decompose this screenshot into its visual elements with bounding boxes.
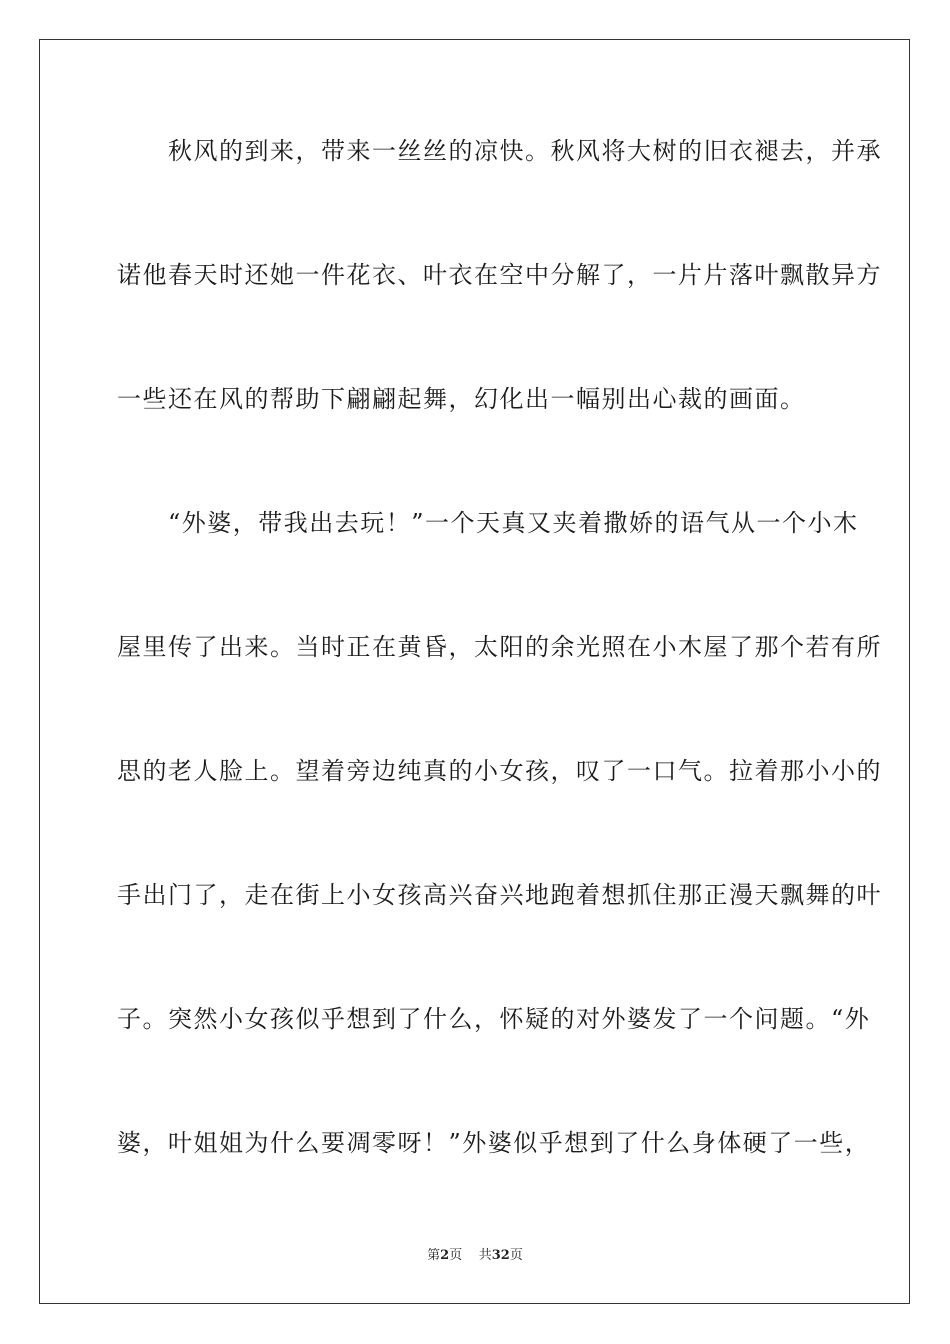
total-pages: 32 (491, 1248, 510, 1263)
text-line: 屋里传了出来。当时正在黄昏，太阳的余光照在小木屋了那个若有所 (117, 633, 882, 661)
total-suffix: 页 (509, 1248, 523, 1263)
text-line: “外婆，带我出去玩！”一个天真又夹着撒娇的语气从一个小木 (117, 509, 859, 537)
text-line: 思的老人脸上。望着旁边纯真的小女孩，叹了一口气。拉着那小小的 (117, 757, 882, 785)
page-prefix: 第 (427, 1248, 441, 1263)
text-line: 诺他春天时还她一件花衣、叶衣在空中分解了，一片片落叶飘散异方 (117, 261, 882, 289)
page-footer (0, 1247, 950, 1265)
text-line: 婆，叶姐姐为什么要凋零呀！”外婆似乎想到了什么身体硬了一些， (117, 1129, 871, 1157)
total-prefix: 共 (478, 1248, 492, 1263)
page-suffix: 页 (449, 1248, 463, 1263)
page-border (39, 39, 910, 1304)
text-line: 一些还在风的帮助下翩翩起舞，幻化出一幅别出心裁的画面。 (117, 385, 806, 413)
page-number: 2 (440, 1248, 450, 1263)
text-line: 手出门了，走在街上小女孩高兴奋兴地跑着想抓住那正漫天飘舞的叶 (117, 881, 882, 909)
text-line: 子。突然小女孩似乎想到了什么，怀疑的对外婆发了一个问题。“外 (117, 1005, 871, 1033)
text-line: 秋风的到来，带来一丝丝的凉快。秋风将大树的旧衣褪去，并承 (117, 137, 882, 165)
